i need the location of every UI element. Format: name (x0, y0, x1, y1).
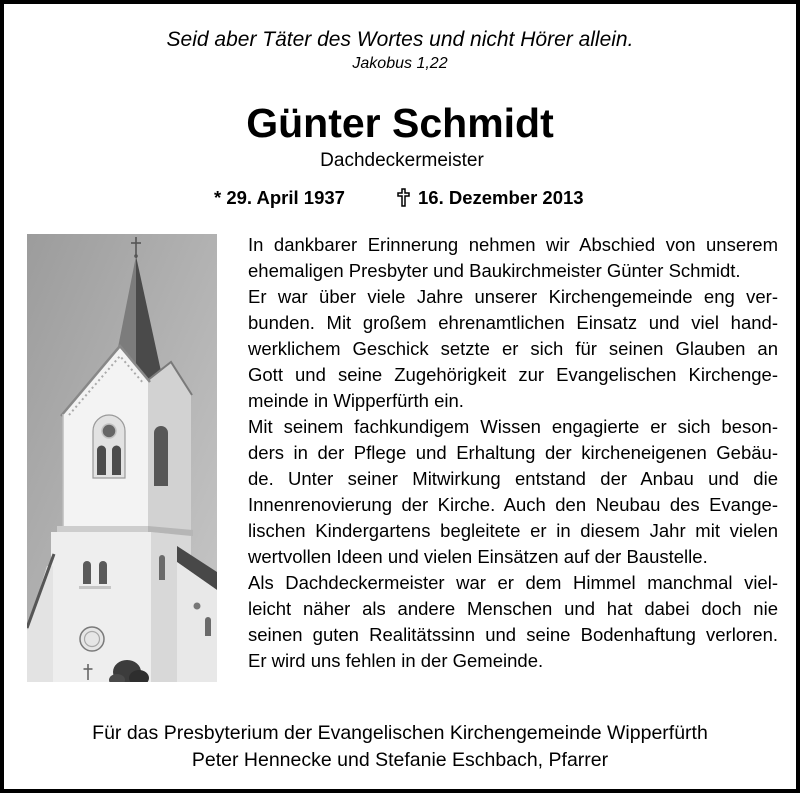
tower-lower-section (51, 532, 191, 682)
text-line: wertvollen Ideen und vielen Einsätzen auf der Baustelle. (248, 546, 708, 567)
birth-date: * 29. April 1937 (214, 187, 345, 208)
signature-line-names: Peter Hennecke und Stefanie Eschbach, Pfarrer (191, 749, 609, 771)
text-line: In dankbarer Erinnerung nehmen wir Abschied von unserem (248, 234, 778, 255)
text-line: meinde in Wipperfürth ein. (248, 390, 464, 411)
text-line: leicht näher als andere Menschen und hat dabei doch nie (248, 598, 778, 619)
latin-cross-icon (397, 188, 410, 207)
text-line: lischen Kindergartens begleitete er in diesem Jahr mit vielen (248, 520, 778, 541)
deceased-occupation: Dachdeckermeister (320, 150, 484, 171)
text-line: ders in der Pflege und Erhaltung der kircheneigenen Gebäu- (248, 442, 778, 463)
death-date: 16. Dezember 2013 (418, 187, 584, 208)
death-date-row (397, 186, 584, 210)
text-line: werklichem Geschick setzte er sich für seinen Glauben an (248, 338, 778, 359)
rose-window (80, 627, 104, 651)
signature-block (0, 720, 800, 774)
text-line: ehemaligen Presbyter und Baukirchmeister Günter Schmidt. (248, 260, 741, 281)
text-line: de. Unter seiner Mitwirkung entstand der Anbau und die (248, 468, 778, 489)
text-line: Gott und seine Zugehörigkeit zur Evangelischen Kirchenge- (248, 364, 778, 385)
text-line: Als Dachdeckermeister war er dem Himmel manchmal viel- (248, 572, 778, 593)
tower-side-face (148, 362, 192, 534)
text-line: Mit seinem fachkundigem Wissen engagierte er sich beson- (248, 416, 778, 437)
church-photo (27, 234, 217, 682)
deceased-name: Günter Schmidt (246, 100, 554, 146)
text-line: seinen guten Realitätssinn und seine Bodenhaftung verloren. (248, 624, 778, 645)
signature-line-organization: Für das Presbyterium der Evangelischen Kirchengemeinde Wipperfürth (92, 722, 708, 744)
bible-reference: Jakobus 1,22 (352, 55, 448, 72)
text-line: Er war über viele Jahre unserer Kirchengemeinde eng ver- (248, 286, 778, 307)
church-photo-drawing (27, 234, 217, 682)
text-line: Er wird uns fehlen in der Gemeinde. (248, 650, 544, 671)
text-line: bunden. Mit großem ehrenamtlichen Einsatz und viel hand- (248, 312, 778, 333)
obituary-text (248, 232, 778, 674)
text-line: Innenrenovierung der Kirche. Auch den Neubau des Evange- (248, 494, 778, 515)
bible-quote: Seid aber Täter des Wortes und nicht Hörer allein. (166, 28, 634, 51)
